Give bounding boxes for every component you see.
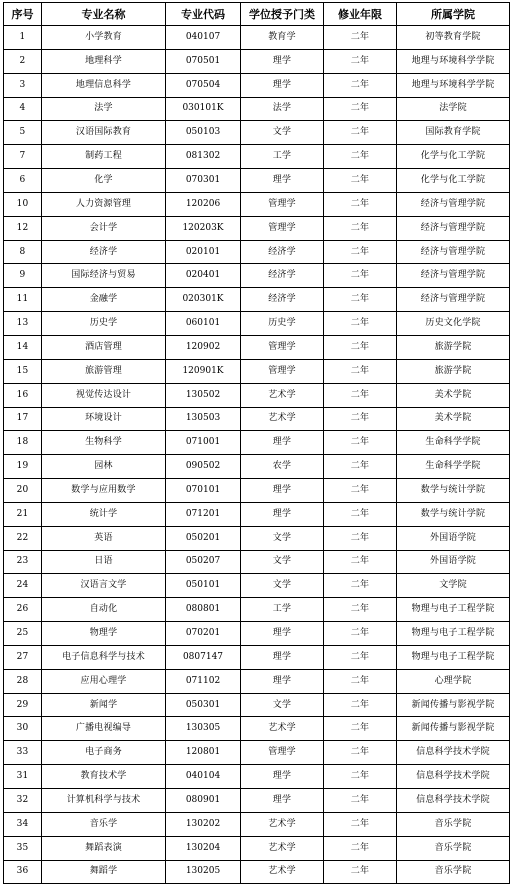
table-row <box>4 526 510 550</box>
cell-college: 音乐学院 <box>397 836 510 860</box>
cell-college: 心理学院 <box>397 669 510 693</box>
table-row <box>4 455 510 479</box>
table-row <box>4 335 510 359</box>
cell-major-name: 数学与应用数学 <box>42 479 166 503</box>
cell-major-code: 070501 <box>166 49 241 73</box>
cell-college: 新闻传播与影视学院 <box>397 717 510 741</box>
cell-study-duration: 二年 <box>324 645 397 669</box>
cell-serial-number: 22 <box>4 526 42 550</box>
table-row <box>4 73 510 97</box>
cell-college: 信息科学技术学院 <box>397 765 510 789</box>
table-row <box>4 765 510 789</box>
cell-major-name: 英语 <box>42 526 166 550</box>
cell-degree-category: 管理学 <box>241 216 324 240</box>
cell-degree-category: 经济学 <box>241 288 324 312</box>
cell-major-code: 071201 <box>166 502 241 526</box>
cell-degree-category: 文学 <box>241 121 324 145</box>
cell-degree-category: 经济学 <box>241 240 324 264</box>
cell-serial-number: 27 <box>4 645 42 669</box>
cell-major-name: 应用心理学 <box>42 669 166 693</box>
cell-major-name: 统计学 <box>42 502 166 526</box>
cell-major-code: 120203K <box>166 216 241 240</box>
cell-college: 美术学院 <box>397 407 510 431</box>
table-row <box>4 431 510 455</box>
cell-college: 旅游学院 <box>397 335 510 359</box>
cell-major-code: 0807147 <box>166 645 241 669</box>
header-college: 所属学院 <box>397 3 510 26</box>
cell-serial-number: 18 <box>4 431 42 455</box>
cell-degree-category: 文学 <box>241 526 324 550</box>
cell-major-name: 国际经济与贸易 <box>42 264 166 288</box>
cell-serial-number: 9 <box>4 264 42 288</box>
table-row <box>4 145 510 169</box>
cell-major-code: 130305 <box>166 717 241 741</box>
cell-college: 国际教育学院 <box>397 121 510 145</box>
cell-college: 生命科学学院 <box>397 431 510 455</box>
cell-degree-category: 艺术学 <box>241 860 324 884</box>
cell-college: 经济与管理学院 <box>397 288 510 312</box>
cell-major-name: 法学 <box>42 97 166 121</box>
cell-degree-category: 管理学 <box>241 741 324 765</box>
cell-major-name: 自动化 <box>42 598 166 622</box>
cell-degree-category: 理学 <box>241 73 324 97</box>
cell-study-duration: 二年 <box>324 192 397 216</box>
cell-major-name: 物理学 <box>42 622 166 646</box>
table-header-row <box>4 3 510 26</box>
cell-study-duration: 二年 <box>324 860 397 884</box>
cell-degree-category: 理学 <box>241 789 324 813</box>
cell-major-code: 020101 <box>166 240 241 264</box>
cell-serial-number: 30 <box>4 717 42 741</box>
cell-study-duration: 二年 <box>324 335 397 359</box>
cell-degree-category: 艺术学 <box>241 383 324 407</box>
cell-major-code: 130205 <box>166 860 241 884</box>
cell-major-name: 小学教育 <box>42 26 166 50</box>
cell-major-code: 020401 <box>166 264 241 288</box>
cell-major-name: 音乐学 <box>42 812 166 836</box>
cell-major-name: 旅游管理 <box>42 359 166 383</box>
cell-study-duration: 二年 <box>324 240 397 264</box>
cell-major-name: 电子商务 <box>42 741 166 765</box>
cell-degree-category: 理学 <box>241 431 324 455</box>
table-row <box>4 598 510 622</box>
cell-degree-category: 管理学 <box>241 335 324 359</box>
cell-degree-category: 理学 <box>241 169 324 193</box>
cell-degree-category: 文学 <box>241 693 324 717</box>
cell-major-name: 计算机科学与技术 <box>42 789 166 813</box>
table-row <box>4 669 510 693</box>
cell-degree-category: 法学 <box>241 97 324 121</box>
table-row <box>4 312 510 336</box>
majors-table <box>3 2 510 884</box>
cell-serial-number: 23 <box>4 550 42 574</box>
cell-college: 物理与电子工程学院 <box>397 645 510 669</box>
cell-major-name: 教育技术学 <box>42 765 166 789</box>
cell-study-duration: 二年 <box>324 479 397 503</box>
cell-major-name: 地理信息科学 <box>42 73 166 97</box>
cell-college: 地理与环境科学学院 <box>397 73 510 97</box>
cell-college: 旅游学院 <box>397 359 510 383</box>
cell-serial-number: 31 <box>4 765 42 789</box>
cell-degree-category: 管理学 <box>241 192 324 216</box>
cell-college: 信息科学技术学院 <box>397 789 510 813</box>
cell-college: 经济与管理学院 <box>397 216 510 240</box>
cell-college: 音乐学院 <box>397 860 510 884</box>
cell-study-duration: 二年 <box>324 73 397 97</box>
table-row <box>4 812 510 836</box>
cell-major-name: 化学 <box>42 169 166 193</box>
cell-major-code: 071001 <box>166 431 241 455</box>
cell-serial-number: 15 <box>4 359 42 383</box>
cell-major-name: 人力资源管理 <box>42 192 166 216</box>
table-row <box>4 26 510 50</box>
cell-serial-number: 7 <box>4 145 42 169</box>
cell-study-duration: 二年 <box>324 359 397 383</box>
cell-degree-category: 经济学 <box>241 264 324 288</box>
cell-serial-number: 26 <box>4 598 42 622</box>
table-row <box>4 240 510 264</box>
table-row <box>4 383 510 407</box>
cell-serial-number: 8 <box>4 240 42 264</box>
table-row <box>4 264 510 288</box>
table-row <box>4 169 510 193</box>
cell-college: 历史文化学院 <box>397 312 510 336</box>
cell-college: 生命科学学院 <box>397 455 510 479</box>
cell-major-name: 舞蹈学 <box>42 860 166 884</box>
table-row <box>4 574 510 598</box>
cell-degree-category: 理学 <box>241 49 324 73</box>
cell-study-duration: 二年 <box>324 121 397 145</box>
cell-study-duration: 二年 <box>324 502 397 526</box>
cell-serial-number: 19 <box>4 455 42 479</box>
table-row <box>4 645 510 669</box>
cell-major-name: 电子信息科学与技术 <box>42 645 166 669</box>
cell-major-code: 120801 <box>166 741 241 765</box>
cell-major-code: 130204 <box>166 836 241 860</box>
cell-study-duration: 二年 <box>324 574 397 598</box>
table-body <box>4 26 510 884</box>
cell-college: 外国语学院 <box>397 550 510 574</box>
cell-degree-category: 文学 <box>241 574 324 598</box>
cell-degree-category: 理学 <box>241 765 324 789</box>
table-row <box>4 49 510 73</box>
cell-college: 数学与统计学院 <box>397 479 510 503</box>
cell-study-duration: 二年 <box>324 288 397 312</box>
cell-major-code: 130503 <box>166 407 241 431</box>
cell-serial-number: 4 <box>4 97 42 121</box>
cell-serial-number: 16 <box>4 383 42 407</box>
cell-study-duration: 二年 <box>324 789 397 813</box>
cell-major-name: 广播电视编导 <box>42 717 166 741</box>
cell-serial-number: 36 <box>4 860 42 884</box>
cell-degree-category: 艺术学 <box>241 812 324 836</box>
table-row <box>4 860 510 884</box>
cell-study-duration: 二年 <box>324 693 397 717</box>
cell-study-duration: 二年 <box>324 717 397 741</box>
cell-college: 音乐学院 <box>397 812 510 836</box>
cell-college: 文学院 <box>397 574 510 598</box>
header-major-code: 专业代码 <box>166 3 241 26</box>
table-row <box>4 407 510 431</box>
cell-degree-category: 理学 <box>241 645 324 669</box>
majors-table-container <box>3 2 510 884</box>
cell-serial-number: 20 <box>4 479 42 503</box>
header-study-duration: 修业年限 <box>324 3 397 26</box>
cell-major-code: 090502 <box>166 455 241 479</box>
cell-degree-category: 理学 <box>241 622 324 646</box>
table-row <box>4 693 510 717</box>
cell-major-name: 生物科学 <box>42 431 166 455</box>
cell-serial-number: 32 <box>4 789 42 813</box>
cell-major-code: 050301 <box>166 693 241 717</box>
cell-serial-number: 33 <box>4 741 42 765</box>
cell-degree-category: 理学 <box>241 669 324 693</box>
cell-study-duration: 二年 <box>324 169 397 193</box>
cell-serial-number: 10 <box>4 192 42 216</box>
cell-major-name: 园林 <box>42 455 166 479</box>
cell-degree-category: 工学 <box>241 145 324 169</box>
cell-serial-number: 13 <box>4 312 42 336</box>
cell-major-code: 070504 <box>166 73 241 97</box>
cell-major-code: 070101 <box>166 479 241 503</box>
cell-study-duration: 二年 <box>324 26 397 50</box>
cell-study-duration: 二年 <box>324 598 397 622</box>
cell-serial-number: 3 <box>4 73 42 97</box>
cell-serial-number: 6 <box>4 169 42 193</box>
cell-study-duration: 二年 <box>324 49 397 73</box>
cell-serial-number: 14 <box>4 335 42 359</box>
cell-serial-number: 21 <box>4 502 42 526</box>
cell-degree-category: 历史学 <box>241 312 324 336</box>
cell-college: 初等教育学院 <box>397 26 510 50</box>
cell-major-name: 新闻学 <box>42 693 166 717</box>
cell-major-code: 070201 <box>166 622 241 646</box>
cell-major-name: 酒店管理 <box>42 335 166 359</box>
table-row <box>4 836 510 860</box>
table-row <box>4 216 510 240</box>
table-row <box>4 741 510 765</box>
table-row <box>4 550 510 574</box>
cell-major-name: 制药工程 <box>42 145 166 169</box>
cell-study-duration: 二年 <box>324 765 397 789</box>
cell-study-duration: 二年 <box>324 312 397 336</box>
cell-study-duration: 二年 <box>324 97 397 121</box>
cell-major-code: 120902 <box>166 335 241 359</box>
table-row <box>4 717 510 741</box>
table-row <box>4 97 510 121</box>
table-row <box>4 789 510 813</box>
table-row <box>4 121 510 145</box>
cell-study-duration: 二年 <box>324 216 397 240</box>
cell-major-name: 经济学 <box>42 240 166 264</box>
cell-serial-number: 24 <box>4 574 42 598</box>
cell-study-duration: 二年 <box>324 407 397 431</box>
cell-major-code: 030101K <box>166 97 241 121</box>
cell-degree-category: 艺术学 <box>241 407 324 431</box>
cell-serial-number: 34 <box>4 812 42 836</box>
cell-major-code: 130502 <box>166 383 241 407</box>
cell-major-code: 120206 <box>166 192 241 216</box>
cell-major-name: 汉语言文学 <box>42 574 166 598</box>
cell-major-name: 地理科学 <box>42 49 166 73</box>
cell-serial-number: 29 <box>4 693 42 717</box>
cell-serial-number: 35 <box>4 836 42 860</box>
cell-degree-category: 艺术学 <box>241 836 324 860</box>
cell-college: 物理与电子工程学院 <box>397 622 510 646</box>
cell-major-name: 会计学 <box>42 216 166 240</box>
cell-degree-category: 艺术学 <box>241 717 324 741</box>
cell-degree-category: 文学 <box>241 550 324 574</box>
cell-serial-number: 11 <box>4 288 42 312</box>
cell-study-duration: 二年 <box>324 526 397 550</box>
cell-study-duration: 二年 <box>324 622 397 646</box>
cell-college: 经济与管理学院 <box>397 240 510 264</box>
cell-major-name: 日语 <box>42 550 166 574</box>
cell-serial-number: 25 <box>4 622 42 646</box>
cell-college: 法学院 <box>397 97 510 121</box>
cell-major-name: 金融学 <box>42 288 166 312</box>
cell-degree-category: 理学 <box>241 479 324 503</box>
cell-major-code: 040107 <box>166 26 241 50</box>
cell-degree-category: 理学 <box>241 502 324 526</box>
cell-college: 数学与统计学院 <box>397 502 510 526</box>
cell-major-code: 050103 <box>166 121 241 145</box>
cell-major-name: 视觉传达设计 <box>42 383 166 407</box>
cell-major-code: 050207 <box>166 550 241 574</box>
cell-study-duration: 二年 <box>324 383 397 407</box>
cell-study-duration: 二年 <box>324 264 397 288</box>
cell-major-name: 环境设计 <box>42 407 166 431</box>
cell-degree-category: 农学 <box>241 455 324 479</box>
cell-major-code: 060101 <box>166 312 241 336</box>
table-row <box>4 622 510 646</box>
cell-major-code: 080901 <box>166 789 241 813</box>
cell-college: 物理与电子工程学院 <box>397 598 510 622</box>
cell-college: 化学与化工学院 <box>397 169 510 193</box>
cell-major-name: 舞蹈表演 <box>42 836 166 860</box>
cell-major-code: 070301 <box>166 169 241 193</box>
table-row <box>4 192 510 216</box>
cell-study-duration: 二年 <box>324 812 397 836</box>
cell-study-duration: 二年 <box>324 669 397 693</box>
cell-college: 信息科学技术学院 <box>397 741 510 765</box>
table-row <box>4 502 510 526</box>
cell-major-code: 020301K <box>166 288 241 312</box>
cell-study-duration: 二年 <box>324 145 397 169</box>
cell-major-code: 081302 <box>166 145 241 169</box>
cell-major-code: 050101 <box>166 574 241 598</box>
cell-major-code: 080801 <box>166 598 241 622</box>
cell-study-duration: 二年 <box>324 431 397 455</box>
cell-serial-number: 17 <box>4 407 42 431</box>
cell-college: 外国语学院 <box>397 526 510 550</box>
cell-major-name: 历史学 <box>42 312 166 336</box>
cell-degree-category: 教育学 <box>241 26 324 50</box>
cell-serial-number: 5 <box>4 121 42 145</box>
cell-study-duration: 二年 <box>324 741 397 765</box>
cell-major-code: 050201 <box>166 526 241 550</box>
cell-study-duration: 二年 <box>324 455 397 479</box>
cell-degree-category: 工学 <box>241 598 324 622</box>
header-major-name: 专业名称 <box>42 3 166 26</box>
cell-college: 化学与化工学院 <box>397 145 510 169</box>
table-row <box>4 359 510 383</box>
cell-college: 经济与管理学院 <box>397 264 510 288</box>
cell-major-code: 071102 <box>166 669 241 693</box>
header-serial-number: 序号 <box>4 3 42 26</box>
table-row <box>4 479 510 503</box>
cell-college: 美术学院 <box>397 383 510 407</box>
cell-study-duration: 二年 <box>324 836 397 860</box>
cell-degree-category: 管理学 <box>241 359 324 383</box>
cell-major-name: 汉语国际教育 <box>42 121 166 145</box>
cell-serial-number: 2 <box>4 49 42 73</box>
cell-college: 经济与管理学院 <box>397 192 510 216</box>
cell-college: 新闻传播与影视学院 <box>397 693 510 717</box>
cell-serial-number: 12 <box>4 216 42 240</box>
cell-major-code: 120901K <box>166 359 241 383</box>
cell-college: 地理与环境科学学院 <box>397 49 510 73</box>
table-row <box>4 288 510 312</box>
cell-study-duration: 二年 <box>324 550 397 574</box>
cell-serial-number: 1 <box>4 26 42 50</box>
cell-serial-number: 28 <box>4 669 42 693</box>
header-degree-category: 学位授予门类 <box>241 3 324 26</box>
cell-major-code: 130202 <box>166 812 241 836</box>
cell-major-code: 040104 <box>166 765 241 789</box>
